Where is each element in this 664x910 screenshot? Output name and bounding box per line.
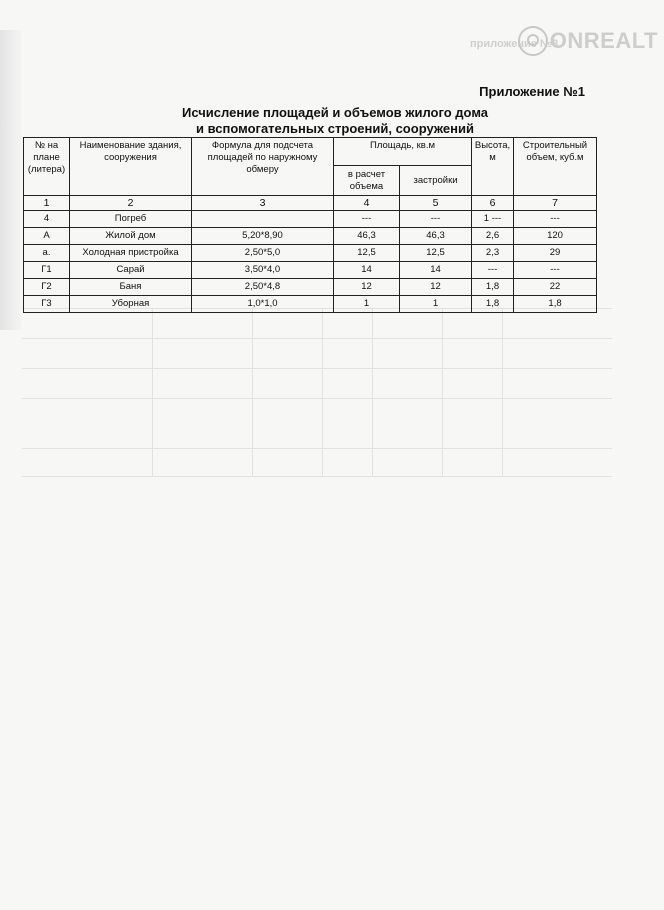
header-formula: Формула для подсчета площадей по наружному обмеру (192, 138, 334, 196)
cell-formula (192, 211, 334, 228)
cell-name: Уборная (70, 296, 192, 313)
page-edge-shadow (0, 30, 22, 330)
column-number: 4 (334, 196, 400, 211)
header-volume: Строительный объем, куб.м (514, 138, 597, 196)
column-number: 5 (400, 196, 472, 211)
header-height: Высота, м (472, 138, 514, 196)
cell-plan: 4 (24, 211, 70, 228)
appendix-label: Приложение №1 (479, 84, 585, 99)
cell-plan: Г3 (24, 296, 70, 313)
cell-area-built: 46,3 (400, 228, 472, 245)
cell-formula: 1,0*1,0 (192, 296, 334, 313)
cell-formula: 3,50*4,0 (192, 262, 334, 279)
location-pin-icon (518, 26, 548, 56)
cell-height: 1 --- (472, 211, 514, 228)
cell-area-built: 14 (400, 262, 472, 279)
header-area-built: застройки (400, 166, 472, 196)
table-row (24, 262, 597, 279)
cell-volume: 1,8 (514, 296, 597, 313)
column-number: 1 (24, 196, 70, 211)
cell-formula: 2,50*4,8 (192, 279, 334, 296)
cell-area-volume: 14 (334, 262, 400, 279)
cell-plan: Г2 (24, 279, 70, 296)
column-number: 3 (192, 196, 334, 211)
header-area: Площадь, кв.м (334, 138, 472, 166)
cell-area-volume: 1 (334, 296, 400, 313)
table-row (24, 211, 597, 228)
cell-name: Погреб (70, 211, 192, 228)
watermark-brand: ONREALT (549, 28, 658, 53)
cell-area-volume: --- (334, 211, 400, 228)
cell-volume: 29 (514, 245, 597, 262)
cell-formula: 5,20*8,90 (192, 228, 334, 245)
cell-formula: 2,50*5,0 (192, 245, 334, 262)
bleed-through-grid (22, 308, 612, 478)
table-row (24, 245, 597, 262)
table-row (24, 228, 597, 245)
header-plan-no: № на плане (литера) (24, 138, 70, 196)
header-area-volume: в расчет объема (334, 166, 400, 196)
cell-plan: А (24, 228, 70, 245)
table-row (24, 296, 597, 313)
cell-area-volume: 12 (334, 279, 400, 296)
cell-height: --- (472, 262, 514, 279)
cell-area-volume: 12,5 (334, 245, 400, 262)
document-title-line2: и вспомогательных строений, сооружений (196, 121, 474, 136)
column-number-row (24, 196, 597, 211)
cell-area-built: 1 (400, 296, 472, 313)
onrealt-watermark (518, 26, 658, 56)
cell-plan: а. (24, 245, 70, 262)
cell-height: 2,6 (472, 228, 514, 245)
cell-area-built: 12 (400, 279, 472, 296)
area-volume-table (23, 137, 597, 313)
cell-area-built: 12,5 (400, 245, 472, 262)
column-number: 7 (514, 196, 597, 211)
cell-name: Холодная пристройка (70, 245, 192, 262)
cell-name: Сарай (70, 262, 192, 279)
column-number: 6 (472, 196, 514, 211)
cell-volume: 120 (514, 228, 597, 245)
table-row (24, 279, 597, 296)
cell-plan: Г1 (24, 262, 70, 279)
document-title-line1: Исчисление площадей и объемов жилого дома (182, 105, 488, 120)
header-name: Наименование здания, сооружения (70, 138, 192, 196)
cell-height: 1,8 (472, 279, 514, 296)
cell-area-volume: 46,3 (334, 228, 400, 245)
cell-height: 1,8 (472, 296, 514, 313)
cell-volume: --- (514, 211, 597, 228)
cell-area-built: --- (400, 211, 472, 228)
ghost-header-text: приложение №8 (470, 38, 559, 50)
cell-volume: --- (514, 262, 597, 279)
column-number: 2 (70, 196, 192, 211)
cell-name: Баня (70, 279, 192, 296)
cell-height: 2,3 (472, 245, 514, 262)
cell-name: Жилой дом (70, 228, 192, 245)
cell-volume: 22 (514, 279, 597, 296)
